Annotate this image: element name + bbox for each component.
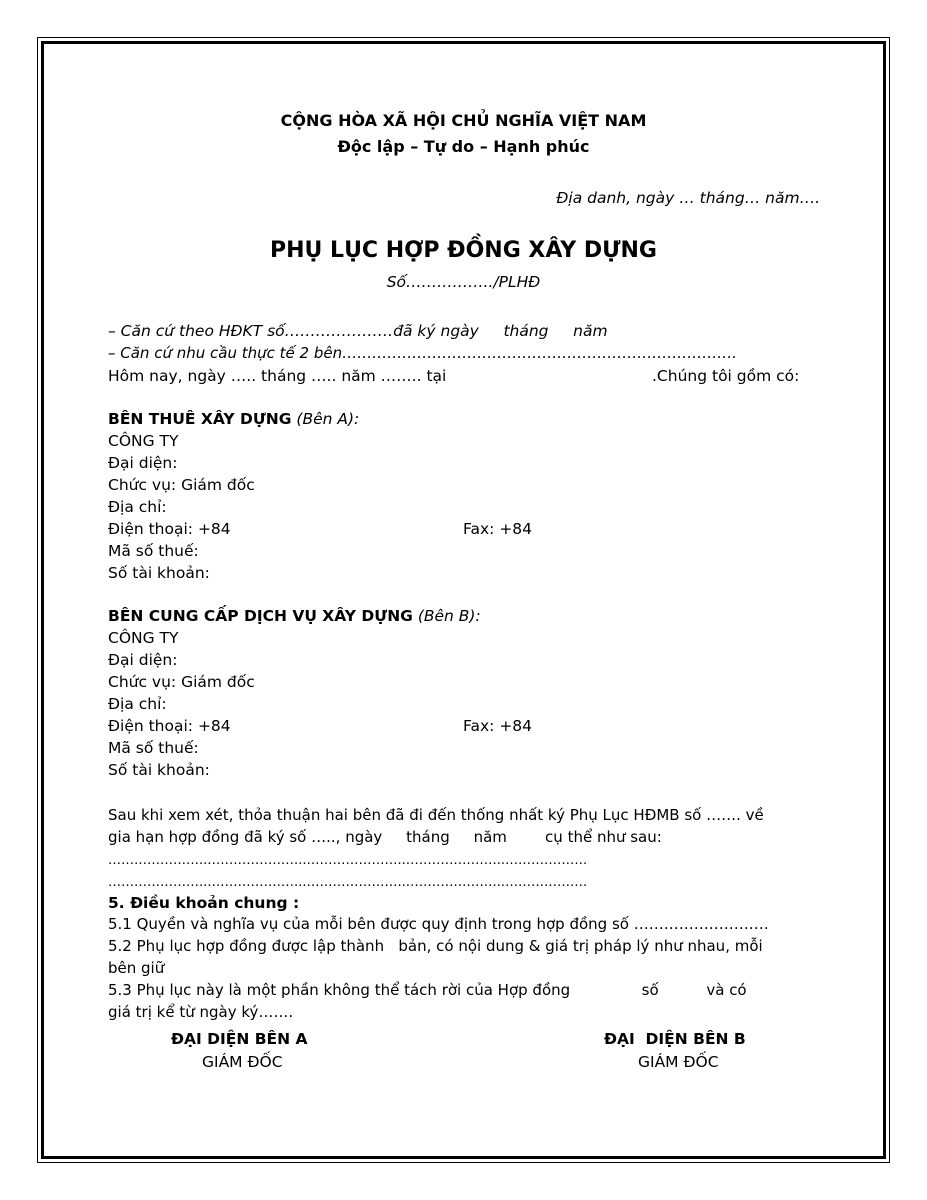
party-a-heading-row	[108, 409, 359, 429]
today-line-end: .Chúng tôi gồm có:	[652, 367, 800, 385]
party-a-phone: Điện thoại: +84	[108, 520, 231, 538]
clause-5-1: 5.1 Quyền và nghĩa vụ của mỗi bên được quy định trong hợp đồng số ………………………	[108, 915, 769, 933]
blank-line-2: …………………..…………………..…………………..…………………..……………….	[108, 875, 588, 890]
party-a-fax: Fax: +84	[463, 520, 533, 538]
party-a-representative: Đại diện:	[108, 454, 178, 472]
party-b-fax: Fax: +84	[463, 717, 533, 735]
document-number: Số……………../PLHĐ	[386, 273, 541, 291]
clause-5-2: 5.2 Phụ lục hợp đồng được lập thành bản, có nội dung & giá trị pháp lý như nhau, mỗi	[108, 937, 763, 955]
party-b-heading-row	[108, 606, 481, 626]
party-b-phone: Điện thoại: +84	[108, 717, 231, 735]
party-a-tag: (Bên A):	[291, 410, 360, 428]
signature-a-title: ĐẠI DIỆN BÊN A	[171, 1030, 308, 1048]
place-date: Địa danh, ngày … tháng… năm….	[556, 189, 820, 207]
clause-5-3-cont: giá trị kể từ ngày ký…….	[108, 1003, 294, 1021]
party-a-company: CÔNG TY	[108, 432, 179, 450]
clause-5-2-cont: bên giữ	[108, 959, 165, 977]
party-b-tax: Mã số thuế:	[108, 739, 199, 757]
document-title: PHỤ LỤC HỢP ĐỒNG XÂY DỰNG	[269, 238, 657, 263]
agreement-line-1: Sau khi xem xét, thỏa thuận hai bên đã đi đến thống nhất ký Phụ Lục HĐMB số ……. về	[108, 806, 764, 824]
party-b-address: Địa chỉ:	[108, 695, 167, 713]
basis-line-1: – Căn cứ theo HĐKT số…………………đã ký ngày tháng năm	[108, 322, 608, 340]
country-heading: CỘNG HÒA XÃ HỘI CHỦ NGHĨA VIỆT NAM	[280, 111, 647, 130]
party-b-tag: (Bên B):	[412, 607, 481, 625]
party-a-heading: BÊN THUÊ XÂY DỰNG	[108, 410, 292, 428]
section-title: 5. Điều khoản chung :	[108, 894, 300, 912]
party-b-company: CÔNG TY	[108, 629, 179, 647]
party-b-position: Chức vụ: Giám đốc	[108, 673, 255, 691]
party-a-position: Chức vụ: Giám đốc	[108, 476, 255, 494]
party-a-address: Địa chỉ:	[108, 498, 167, 516]
agreement-line-2: gia hạn hợp đồng đã ký số ….., ngày tháng năm cụ thể như sau:	[108, 828, 662, 846]
today-line: Hôm nay, ngày ….. tháng ….. năm …….. tại	[108, 367, 447, 385]
clause-5-3: 5.3 Phụ lục này là một phần không thể tách rời của Hợp đồng số và có	[108, 981, 747, 999]
party-b-representative: Đại diện:	[108, 651, 178, 669]
signature-b-title: ĐẠI DIỆN BÊN B	[604, 1030, 746, 1048]
party-a-account: Số tài khoản:	[108, 564, 210, 582]
party-b-account: Số tài khoản:	[108, 761, 210, 779]
blank-line-1: …………………..…………………..…………………..…………………..……………….	[108, 853, 588, 868]
motto: Độc lập – Tự do – Hạnh phúc	[337, 137, 590, 156]
basis-line-2: – Căn cứ nhu cầu thực tế 2 bên…………………………………………………………………….	[108, 344, 737, 362]
party-a-tax: Mã số thuế:	[108, 542, 199, 560]
signature-b-role: GIÁM ĐỐC	[638, 1053, 719, 1071]
signature-a-role: GIÁM ĐỐC	[202, 1053, 283, 1071]
party-b-heading: BÊN CUNG CẤP DỊCH VỤ XÂY DỰNG	[108, 607, 413, 625]
